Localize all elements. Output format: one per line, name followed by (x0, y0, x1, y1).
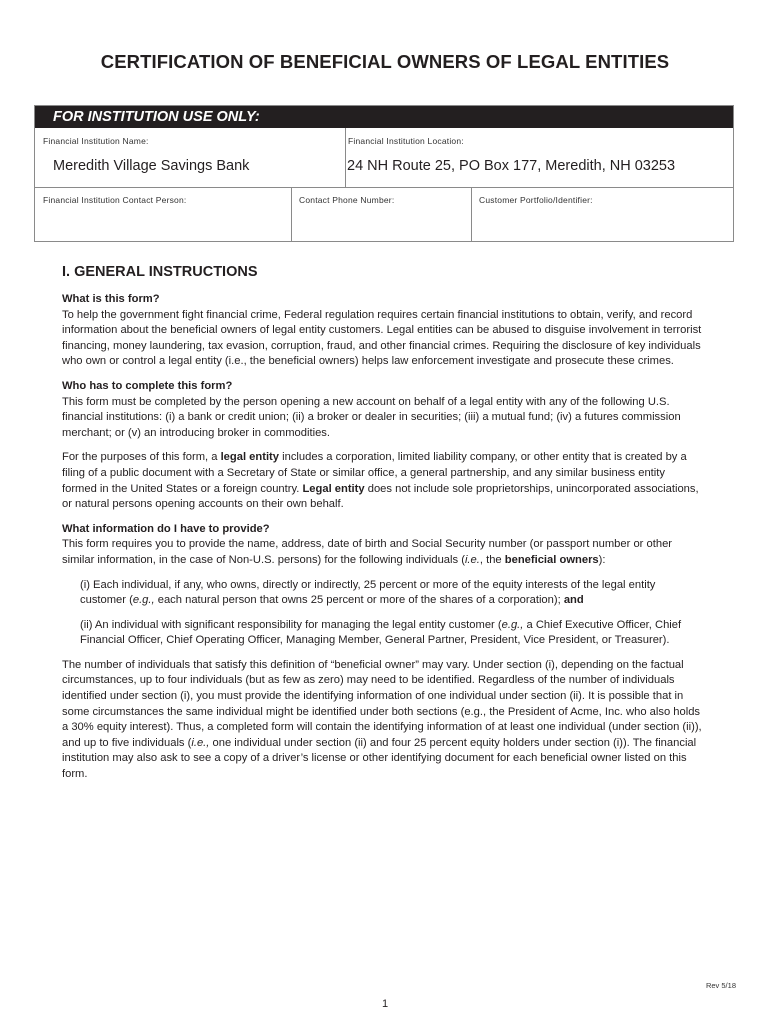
question-heading: Who has to complete this form? (62, 379, 233, 392)
list-item: (ii) An individual with significant responsibility for managing the legal entity customer (e.g., a Chief Executive Officer, Chief Financial Officer, Chief Operating Officer, Managing Member, General Partner, President, Vice President, or Treasurer). (80, 618, 682, 647)
customer-identifier-label: Customer Portfolio/Identifier: (479, 195, 593, 205)
contact-phone-field[interactable] (291, 187, 471, 242)
revision-label: Rev 5/18 (705, 981, 736, 990)
page-title: CERTIFICATION OF BENEFICIAL OWNERS OF LEGAL ENTITIES (100, 51, 670, 72)
institution-name-label: Financial Institution Name: (43, 136, 149, 146)
question-heading: What is this form? (62, 293, 160, 305)
paragraph: For the purposes of this form, a legal entity includes a corporation, limited liability company, or other entity that is created by a filing of a public document with a Secretary of State or similar office, a general partnership, and any similar business entity formed in the United States or a foreign country. Legal entity does not include sole proprietorships, unincorporated associations, or natural persons opening accounts on their own behalf. (62, 451, 699, 511)
contact-person-label: Financial Institution Contact Person: (43, 195, 187, 205)
contact-phone-label: Contact Phone Number: (299, 195, 395, 205)
institution-location-cell[interactable] (345, 128, 734, 187)
paragraph: The number of individuals that satisfy this definition of “beneficial owner” may vary. Under section (i), depending on the factual circumstances, up to four individuals (but as few as zero) may need to be identified. Regardless of the number of individuals identified under section (i), you must provide the identifying information of one individual under section (ii). It is possible that in some circumstances the same individual might be identified under both sections (e.g., the President of Acme, Inc. who also holds a 30% equity interest). Thus, a completed form will contain the identifying information of at least one individual (under section (ii)), and up to five individuals (i.e., one individual under section (ii) and four 25 percent equity holders under section (i)). The financial institution may also ask to see a copy of a driver’s license or other identifying document for each beneficial owner listed on this form. (62, 658, 702, 781)
paragraph: To help the government fight financial crime, Federal regulation requires certain financial institutions to obtain, verify, and record information about the beneficial owners of legal entity customers. Legal entities can be abused to disguise involvement in terrorist financing, money laundering, tax evasion, corruption, fraud, and other financial crimes. Requiring the disclosure of key individuals who own or control a legal entity (i.e., the beneficial owners) helps law enforcement investigate and prosecute these crimes. (62, 308, 702, 368)
paragraph: This form requires you to provide the name, address, date of birth and Social Security number (or passport number or other similar information, in the case of Non-U.S. persons) for the following individuals (i.e., the beneficial owners): (62, 538, 673, 566)
institution-use-box (34, 105, 734, 242)
question-heading: What information do I have to provide? (62, 522, 270, 535)
paragraph: This form must be completed by the person opening a new account on behalf of a legal entity with any of the following U.S. financial institutions: (i) a bank or credit union; (ii) a broker or dealer in securities; (iii) a mutual fund; (iv) a futures commission merchant; or (v) an introducing broker in commodities. (62, 395, 681, 439)
institution-location-label: Financial Institution Location: (348, 136, 464, 146)
page-number: 1 (381, 998, 389, 1010)
general-instructions (62, 292, 702, 783)
contact-person-field[interactable] (35, 187, 291, 242)
customer-identifier-field[interactable] (471, 187, 734, 242)
institution-name-cell[interactable] (35, 128, 345, 187)
section-heading: I. GENERAL INSTRUCTIONS (62, 264, 258, 280)
institution-location-value: 24 NH Route 25, PO Box 177, Meredith, NH 03253 (347, 158, 676, 174)
institution-name-value: Meredith Village Savings Bank (53, 158, 250, 174)
list-item: (i) Each individual, if any, who owns, directly or indirectly, 25 percent or more of the equity interests of the legal entity customer (e.g., each natural person that owns 25 percent or more of the shares of a corporation); and (80, 578, 656, 607)
institution-use-header: FOR INSTITUTION USE ONLY: (35, 106, 733, 128)
